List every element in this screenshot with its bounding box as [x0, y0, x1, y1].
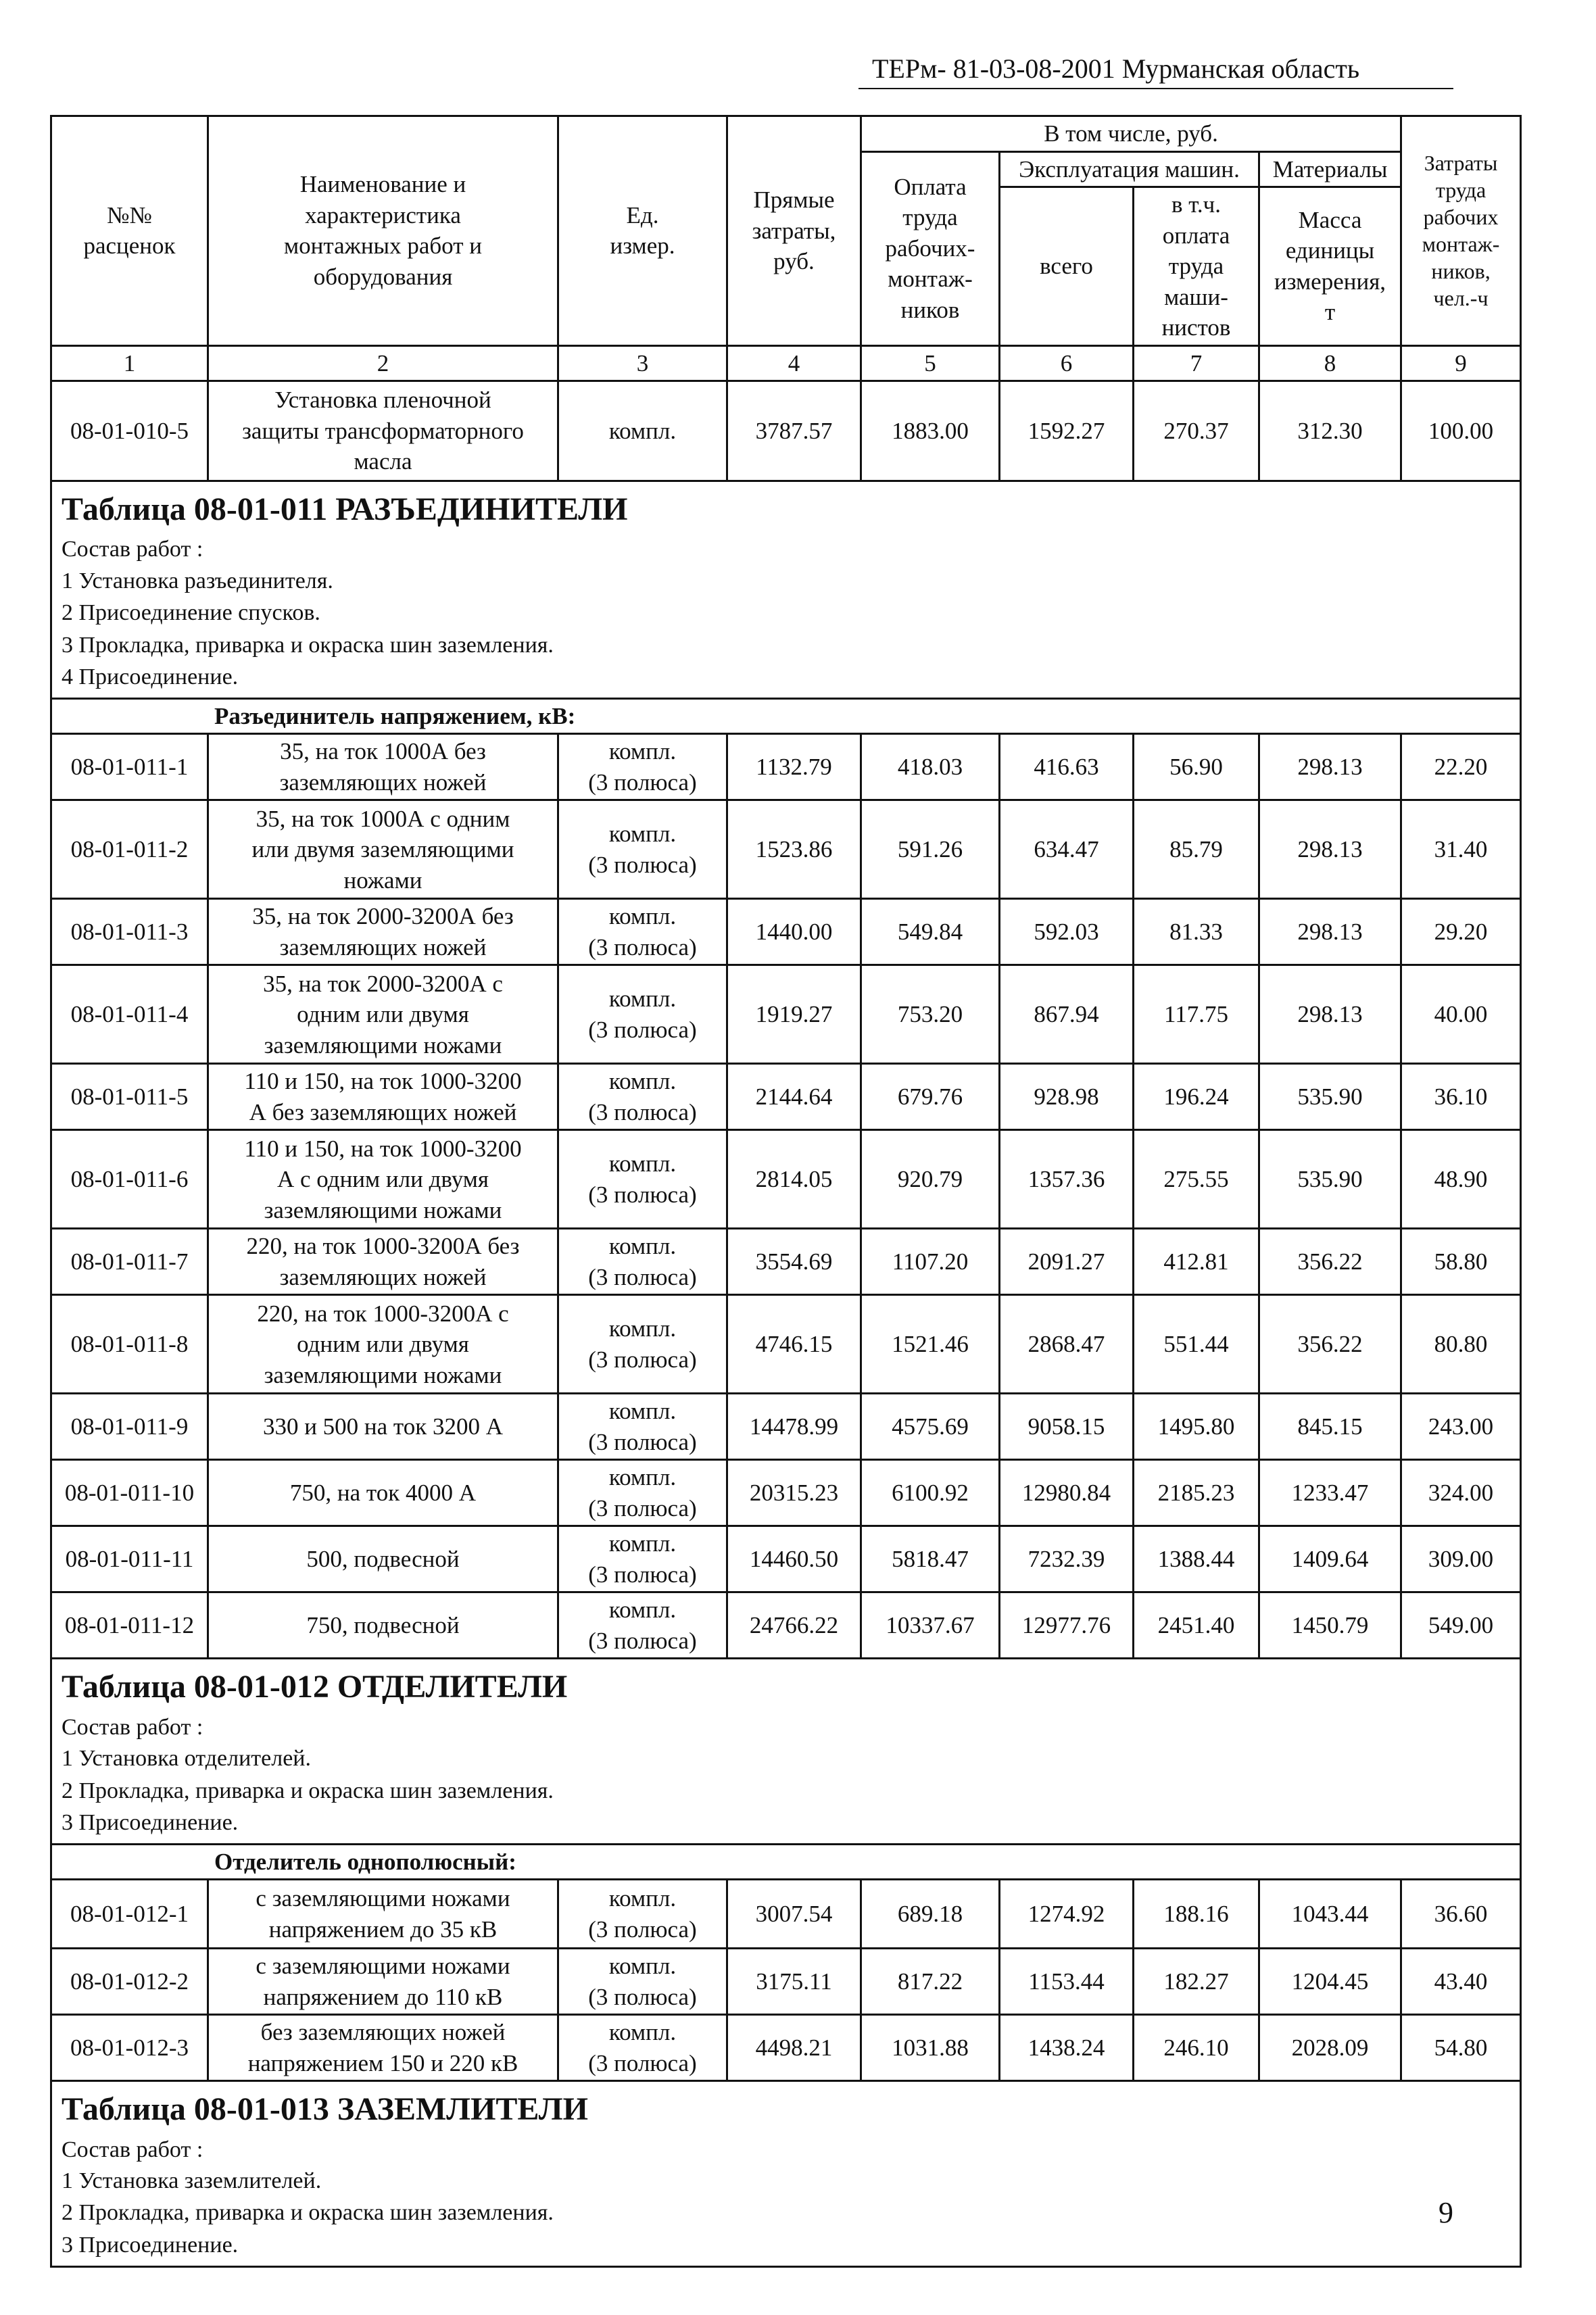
composition-item: 1 Установка отделителей. [62, 1746, 312, 1772]
work-name: 750, подвесной [208, 1592, 558, 1659]
rate-code: 08-01-011-1 [51, 734, 208, 800]
machine-cost-total: 416.63 [1000, 734, 1134, 800]
col-header-direct: Прямые затраты, руб. [727, 116, 861, 346]
table-row [51, 2015, 1521, 2081]
rate-code: 08-01-011-9 [51, 1394, 208, 1460]
unit-mass: 356.22 [1259, 1295, 1401, 1394]
section-block [51, 1659, 1521, 1844]
work-name: 110 и 150, на ток 1000-3200 А без заземляющих ножей [208, 1064, 558, 1130]
subheading-row [51, 1844, 1521, 1880]
labor-cost: 679.76 [861, 1064, 1000, 1130]
direct-cost: 3554.69 [727, 1229, 861, 1295]
labor-cost: 1031.88 [861, 2015, 1000, 2081]
unit-of-measure: компл. (3 полюса) [558, 734, 727, 800]
rate-code: 08-01-011-6 [51, 1130, 208, 1229]
subheading-row [51, 698, 1521, 734]
unit-mass: 298.13 [1259, 965, 1401, 1064]
table-row [51, 1949, 1521, 2015]
labor-hours: 100.00 [1401, 381, 1521, 481]
unit-of-measure: компл. (3 полюса) [558, 800, 727, 899]
machine-operator-cost: 117.75 [1134, 965, 1259, 1064]
table-heading: Таблица 08-01-012 ОТДЕЛИТЕЛИ [62, 1669, 568, 1705]
labor-hours: 243.00 [1401, 1394, 1521, 1460]
unit-mass: 845.15 [1259, 1394, 1401, 1460]
machine-operator-cost: 81.33 [1134, 899, 1259, 965]
machine-operator-cost: 85.79 [1134, 800, 1259, 899]
machine-cost-total: 12980.84 [1000, 1460, 1134, 1526]
rate-code: 08-01-011-5 [51, 1064, 208, 1130]
direct-cost: 14460.50 [727, 1526, 861, 1592]
column-numbers-row [51, 345, 1521, 381]
rate-code: 08-01-011-2 [51, 800, 208, 899]
table-section-header [51, 481, 1521, 699]
unit-mass: 298.13 [1259, 899, 1401, 965]
rate-code: 08-01-012-2 [51, 1949, 208, 2015]
col-group-materials: Материалы [1259, 151, 1401, 187]
unit-mass: 535.90 [1259, 1130, 1401, 1229]
machine-cost-total: 1592.27 [1000, 381, 1134, 481]
composition-item: 2 Прокладка, приварка и окраска шин заземления. [62, 2200, 554, 2226]
labor-cost: 753.20 [861, 965, 1000, 1064]
unit-mass: 356.22 [1259, 1229, 1401, 1295]
machine-cost-total: 12977.76 [1000, 1592, 1134, 1659]
machine-operator-cost: 196.24 [1134, 1064, 1259, 1130]
table-row [51, 1295, 1521, 1394]
direct-cost: 2814.05 [727, 1130, 861, 1229]
composition-item: 2 Присоединение спусков. [62, 600, 320, 626]
labor-hours: 36.10 [1401, 1064, 1521, 1130]
machine-cost-total: 592.03 [1000, 899, 1134, 965]
rate-code: 08-01-011-3 [51, 899, 208, 965]
labor-hours: 31.40 [1401, 800, 1521, 899]
table-row [51, 1229, 1521, 1295]
composition-item: 1 Установка разъединителя. [62, 568, 333, 593]
labor-hours: 43.40 [1401, 1949, 1521, 2015]
column-number: 2 [208, 345, 558, 381]
work-name: без заземляющих ножей напряжением 150 и 220 кВ [208, 2015, 558, 2081]
direct-cost: 14478.99 [727, 1394, 861, 1460]
labor-hours: 309.00 [1401, 1526, 1521, 1592]
labor-hours: 58.80 [1401, 1229, 1521, 1295]
table-row [51, 1064, 1521, 1130]
direct-cost: 2144.64 [727, 1064, 861, 1130]
unit-mass: 312.30 [1259, 381, 1401, 481]
machine-cost-total: 867.94 [1000, 965, 1134, 1064]
labor-cost: 920.79 [861, 1130, 1000, 1229]
machine-cost-total: 1438.24 [1000, 2015, 1134, 2081]
machine-operator-cost: 551.44 [1134, 1295, 1259, 1394]
labor-hours: 80.80 [1401, 1295, 1521, 1394]
work-name: Установка пленочной защиты трансформаторного масла [208, 381, 558, 481]
unit-mass: 1233.47 [1259, 1460, 1401, 1526]
header-row-1 [51, 116, 1521, 152]
work-name: с заземляющими ножами напряжением до 110 кВ [208, 1949, 558, 2015]
unit-of-measure: компл. (3 полюса) [558, 965, 727, 1064]
work-name: с заземляющими ножами напряжением до 35 кВ [208, 1880, 558, 1949]
col-group-including: В том числе, руб. [861, 116, 1401, 152]
machine-cost-total: 2868.47 [1000, 1295, 1134, 1394]
unit-of-measure: компл. (3 полюса) [558, 1394, 727, 1460]
unit-of-measure: компл. (3 полюса) [558, 899, 727, 965]
unit-of-measure: компл. (3 полюса) [558, 1949, 727, 2015]
col-header-hours: Затраты труда рабочих монтаж- ников, чел.-ч [1401, 116, 1521, 346]
work-name: 110 и 150, на ток 1000-3200 А с одним или двумя заземляющими ножами [208, 1130, 558, 1229]
unit-mass: 1409.64 [1259, 1526, 1401, 1592]
subheading: Разъединитель напряжением, кВ: [51, 698, 1521, 734]
col-header-name: Наименование и характеристика монтажных работ и оборудования [208, 116, 558, 346]
labor-cost: 4575.69 [861, 1394, 1000, 1460]
unit-of-measure: компл. (3 полюса) [558, 2015, 727, 2081]
labor-hours: 40.00 [1401, 965, 1521, 1064]
table-row [51, 1880, 1521, 1949]
labor-cost: 6100.92 [861, 1460, 1000, 1526]
composition-label: Состав работ : [62, 2137, 203, 2162]
column-number: 1 [51, 345, 208, 381]
labor-hours: 549.00 [1401, 1592, 1521, 1659]
document-title: ТЕРм- 81-03-08-2001 Мурманская область [872, 53, 1360, 84]
table-row [51, 1526, 1521, 1592]
composition-item: 1 Установка заземлителей. [62, 2168, 322, 2193]
unit-of-measure: компл. (3 полюса) [558, 1130, 727, 1229]
composition-item: 3 Присоединение. [62, 2233, 239, 2258]
col-header-labor: Оплата труда рабочих- монтаж- ников [861, 151, 1000, 345]
labor-cost: 418.03 [861, 734, 1000, 800]
work-name: 35, на ток 2000-3200А с одним или двумя заземляющими ножами [208, 965, 558, 1064]
subheading: Отделитель однополюсный: [51, 1844, 1521, 1880]
table-row [51, 1592, 1521, 1659]
rate-code: 08-01-011-8 [51, 1295, 208, 1394]
col-header-mach-total: всего [1000, 187, 1134, 346]
direct-cost: 4746.15 [727, 1295, 861, 1394]
labor-cost: 591.26 [861, 800, 1000, 899]
work-name: 35, на ток 1000А с одним или двумя заземляющими ножами [208, 800, 558, 899]
labor-hours: 324.00 [1401, 1460, 1521, 1526]
page-number: 9 [1438, 2196, 1453, 2229]
unit-mass: 1043.44 [1259, 1880, 1401, 1949]
table-row [51, 1394, 1521, 1460]
machine-operator-cost: 246.10 [1134, 2015, 1259, 2081]
header-rule [859, 88, 1453, 89]
labor-hours: 48.90 [1401, 1130, 1521, 1229]
labor-hours: 54.80 [1401, 2015, 1521, 2081]
table-heading: Таблица 08-01-013 ЗАЗЕМЛИТЕЛИ [62, 2091, 588, 2128]
machine-cost-total: 1274.92 [1000, 1880, 1134, 1949]
labor-cost: 5818.47 [861, 1526, 1000, 1592]
direct-cost: 1523.86 [727, 800, 861, 899]
direct-cost: 3787.57 [727, 381, 861, 481]
rate-code: 08-01-011-10 [51, 1460, 208, 1526]
section-block [51, 481, 1521, 699]
table-row [51, 734, 1521, 800]
work-name: 330 и 500 на ток 3200 А [208, 1394, 558, 1460]
table-row [51, 899, 1521, 965]
composition-label: Состав работ : [62, 1714, 203, 1740]
table-heading: Таблица 08-01-011 РАЗЪЕДИНИТЕЛИ [62, 491, 628, 527]
labor-cost: 1521.46 [861, 1295, 1000, 1394]
machine-operator-cost: 1388.44 [1134, 1526, 1259, 1592]
work-name: 220, на ток 1000-3200А без заземляющих ножей [208, 1229, 558, 1295]
section-block [51, 2081, 1521, 2266]
machine-operator-cost: 2185.23 [1134, 1460, 1259, 1526]
labor-cost: 1883.00 [861, 381, 1000, 481]
direct-cost: 20315.23 [727, 1460, 861, 1526]
col-header-mach-labor: в т.ч. оплата труда маши- нистов [1134, 187, 1259, 346]
work-name: 220, на ток 1000-3200А с одним или двумя заземляющими ножами [208, 1295, 558, 1394]
rate-code: 08-01-012-1 [51, 1880, 208, 1949]
column-number: 9 [1401, 345, 1521, 381]
machine-cost-total: 634.47 [1000, 800, 1134, 899]
work-name: 35, на ток 1000А без заземляющих ножей [208, 734, 558, 800]
machine-cost-total: 7232.39 [1000, 1526, 1134, 1592]
table-section-header [51, 2081, 1521, 2266]
column-number: 6 [1000, 345, 1134, 381]
labor-hours: 22.20 [1401, 734, 1521, 800]
unit-mass: 1204.45 [1259, 1949, 1401, 2015]
direct-cost: 4498.21 [727, 2015, 861, 2081]
labor-cost: 10337.67 [861, 1592, 1000, 1659]
labor-hours: 36.60 [1401, 1880, 1521, 1949]
rate-code: 08-01-011-12 [51, 1592, 208, 1659]
direct-cost: 1440.00 [727, 899, 861, 965]
machine-operator-cost: 270.37 [1134, 381, 1259, 481]
direct-cost: 1919.27 [727, 965, 861, 1064]
table-row [51, 1460, 1521, 1526]
rate-code: 08-01-010-5 [51, 381, 208, 481]
machine-operator-cost: 182.27 [1134, 1949, 1259, 2015]
unit-of-measure: компл. (3 полюса) [558, 1460, 727, 1526]
direct-cost: 24766.22 [727, 1592, 861, 1659]
table-section-header [51, 1659, 1521, 1844]
col-group-machines: Эксплуатация машин. [1000, 151, 1259, 187]
labor-cost: 817.22 [861, 1949, 1000, 2015]
table-row [51, 965, 1521, 1064]
col-header-mass: Масса единицы измерения, т [1259, 187, 1401, 346]
direct-cost: 3175.11 [727, 1949, 861, 2015]
machine-operator-cost: 412.81 [1134, 1229, 1259, 1295]
direct-cost: 1132.79 [727, 734, 861, 800]
unit-of-measure: компл. (3 полюса) [558, 1592, 727, 1659]
col-header-code: №№ расценок [51, 116, 208, 346]
unit-mass: 535.90 [1259, 1064, 1401, 1130]
composition-label: Состав работ : [62, 537, 203, 562]
rates-table [50, 115, 1522, 2268]
machine-operator-cost: 188.16 [1134, 1880, 1259, 1949]
work-name: 500, подвесной [208, 1526, 558, 1592]
labor-cost: 689.18 [861, 1880, 1000, 1949]
work-name: 750, на ток 4000 А [208, 1460, 558, 1526]
composition-item: 3 Прокладка, приварка и окраска шин заземления. [62, 632, 554, 658]
rate-code: 08-01-011-4 [51, 965, 208, 1064]
machine-cost-total: 1153.44 [1000, 1949, 1134, 2015]
unit-of-measure: компл. (3 полюса) [558, 1064, 727, 1130]
direct-cost: 3007.54 [727, 1880, 861, 1949]
column-number: 5 [861, 345, 1000, 381]
machine-operator-cost: 2451.40 [1134, 1592, 1259, 1659]
machine-cost-total: 1357.36 [1000, 1130, 1134, 1229]
labor-cost: 1107.20 [861, 1229, 1000, 1295]
col-header-unit: Ед. измер. [558, 116, 727, 346]
machine-operator-cost: 275.55 [1134, 1130, 1259, 1229]
machine-cost-total: 928.98 [1000, 1064, 1134, 1130]
work-name: 35, на ток 2000-3200А без заземляющих ножей [208, 899, 558, 965]
machine-cost-total: 2091.27 [1000, 1229, 1134, 1295]
unit-mass: 298.13 [1259, 734, 1401, 800]
composition-item: 2 Прокладка, приварка и окраска шин заземления. [62, 1778, 554, 1803]
machine-cost-total: 9058.15 [1000, 1394, 1134, 1460]
rate-code: 08-01-012-3 [51, 2015, 208, 2081]
unit-of-measure: компл. (3 полюса) [558, 1229, 727, 1295]
unit-mass: 298.13 [1259, 800, 1401, 899]
rate-code: 08-01-011-11 [51, 1526, 208, 1592]
machine-operator-cost: 56.90 [1134, 734, 1259, 800]
unit-mass: 2028.09 [1259, 2015, 1401, 2081]
column-number: 7 [1134, 345, 1259, 381]
labor-hours: 29.20 [1401, 899, 1521, 965]
rate-code: 08-01-011-7 [51, 1229, 208, 1295]
unit-of-measure: компл. (3 полюса) [558, 1526, 727, 1592]
unit-of-measure: компл. (3 полюса) [558, 1295, 727, 1394]
unit-mass: 1450.79 [1259, 1592, 1401, 1659]
machine-operator-cost: 1495.80 [1134, 1394, 1259, 1460]
table-row [51, 1130, 1521, 1229]
table-row [51, 800, 1521, 899]
composition-item: 3 Присоединение. [62, 1810, 239, 1836]
labor-cost: 549.84 [861, 899, 1000, 965]
unit-of-measure: компл. (3 полюса) [558, 1880, 727, 1949]
column-number: 8 [1259, 345, 1401, 381]
unit-of-measure: компл. [558, 381, 727, 481]
composition-item: 4 Присоединение. [62, 664, 239, 690]
column-number: 4 [727, 345, 861, 381]
column-number: 3 [558, 345, 727, 381]
table-row [51, 381, 1521, 481]
